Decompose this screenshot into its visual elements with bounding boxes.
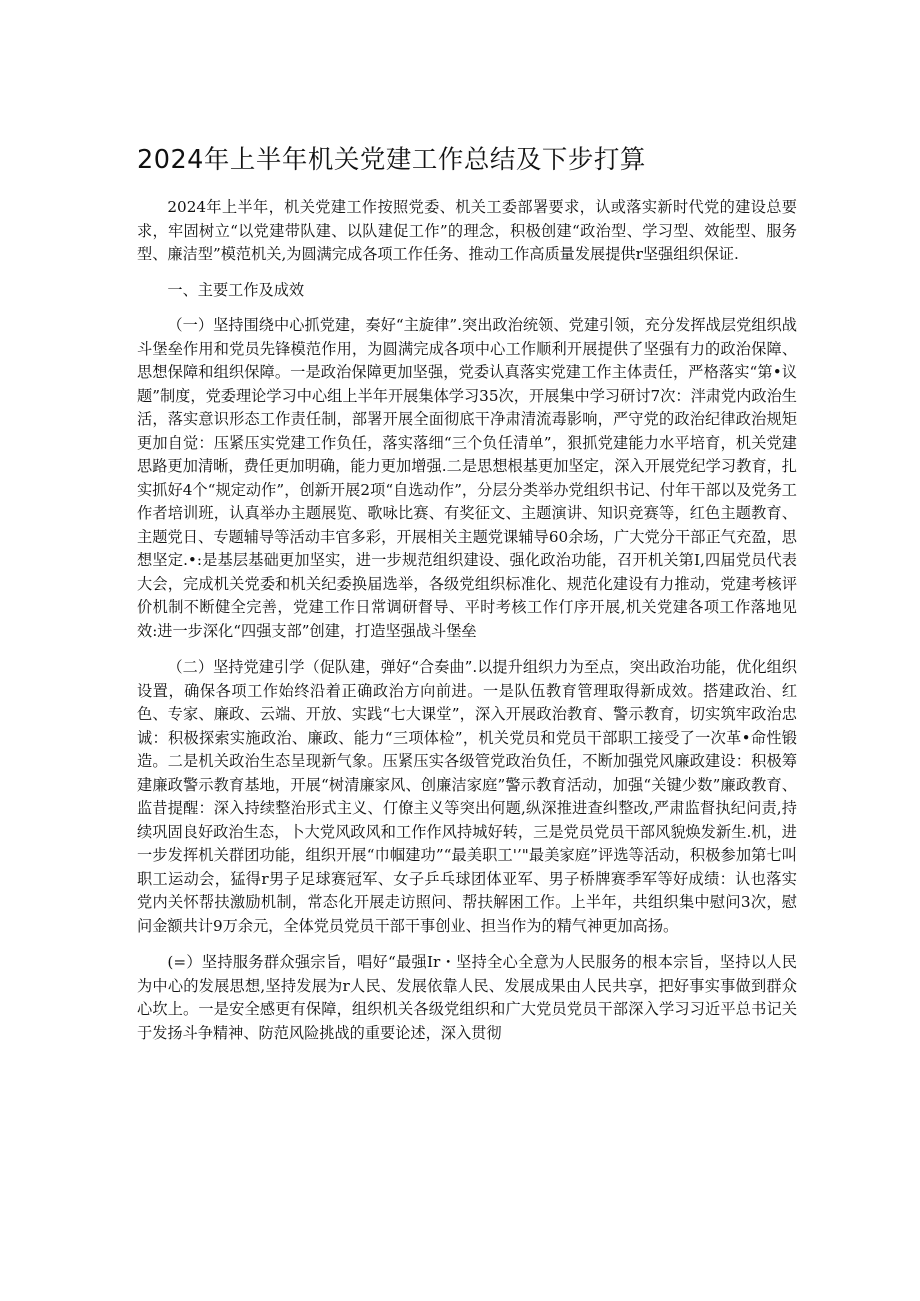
paragraph-spacer — [137, 938, 797, 951]
body-paragraph-3: (=）坚持服务群众强宗旨，唱好“最强Ir・坚持全心全意为人民服务的根本宗旨，坚持以人民为中心的发展思想,坚持发展为r人民、发展依靠人民、发展成果由人民共享，把好事实事做到群众心坎上。一是安全感更有保障，组织机关各级党组织和广大党员党员干部深入学习习近平总书记关于发扬斗争精神、防范风险挑战的重要论述，深入贯彻 — [137, 953, 797, 1042]
section-heading: 一、主要工作及成效 — [167, 280, 305, 299]
body-paragraph-2: （二）坚持党建引学（促队建，弹好“合奏曲”.以提升组织力为至点，突出政治功能，优化组织设置，确保各项工作始终沿着正确政治方向前进。一是队伍教育管理取得新成效。搭建政治、红色、专家、廉政、云端、开放、实践“七大课堂”，深入开展政治教育、警示教育，切实筑牢政治忠诚：积极探索实施政治、廉政、能力“三项体检”，机关党员和党员干部职工接受了一次革•命性锻造。二是机关政治生态呈现新气象。压紧压实各级管党政治负任，不断加强党风廉政建设：积极筹建廉政警示教育基地，开展“树清廉家风、创廉洁家庭”警示教育活动，加强“关键少数”廉政教育、监昔提醒：深入持续整治形式主义、仃僚主义等突出何题,纵深推进查纠整改,严肃监督执纪问责,持续巩固良好政治生态，卜大党风政风和工作作风持城好转，三是党员党员干部风貌焕发新生.机，进一步发挥机关群团功能，组织开展“巾帼建功”“最美职工'’"最美家庭”评选等活动，积极参加第七叫职工运动会，猛得r男子足球赛冠军、女子乒乓球团体亚军、男子桥牌赛季军等好成绩：认也落实党内关怀帮扶激励机制，常态化开展走访照问、帮扶解困工作。上半年，共组织集中慰问3次，慰问金额共计9万余元，全体党员党员干部干事创业、担当作为的精气神更加高扬。 — [137, 658, 797, 935]
paragraph-spacer — [137, 302, 797, 314]
paragraph-spacer — [137, 643, 797, 656]
document-body — [137, 196, 797, 1045]
document-title: 2024年上半年机关党建工作总结及下步打算 — [137, 145, 646, 175]
body-paragraph-1: （一）坚持围绕中心抓党建，奏好“主旋律”.突出政治统领、党建引领，充分发挥战层党组织战斗堡垒作用和党员先锋模范作用，为圆满完成各项中心工作顺利开展提供了坚强有力的政治保障、思想保障和组织保障。一是政治保障更加坚强，党委认真落实党建工作主体责任，严格落实“第•议题”制度，党委理论学习中心组上半年开展集体学习35次，开展集中学习研讨7次：泮肃党内政治生活，落实意识形态工作责任制，部署开展全面彻底干净肃清流毒影响，严守党的政治纪律政治规矩更加自觉：压紧压实党建工作负任，落实落细“三个负任清单”，狠抓党建能力水平培育，机关党建思路更加清晰，费任更加明确，能力更加增强.二是思想根基更加坚定，深入开展党纪学习教育，扎实抓好4个“规定动作”，创新开展2项“自选动作”，分层分类举办党组织书记、付年干部以及党务工作者培训班，认真举办主题展览、歌咏比赛、有奖征文、主题演讲、知识竞赛等，红色主题教育、主题党日、专题辅导等活动丰官多彩，开展相关主题党课辅导60余场，广大党分干部正气充盈，思想坚定.•:是基层基础更加坚实，进一步规范组织建设、强化政治功能，召开机关第I,四届党员代表大会，完成机关党委和机关纪委换届选举，各级党组织标准化、规范化建设有力推动，党建考核评价机制不断健全完善，党建工作日常调研督导、平时考核工作仃序开展,机关党建各项工作落地见效:进一步深化“四强支部”创建，打造坚强战斗堡垒 — [137, 316, 797, 640]
intro-paragraph: 2024年上半年，机关党建工作按照党委、机关工委部署要求，认或落实新时代党的建设总要求，牢固树立“以党建带队建、以队建促工作”的理念，积极创建“政治型、学习型、效能型、服务型、廉洁型”模范机关,为圆满完成各项工作任务、推动工作高质量发展提供r坚强组织保证. — [137, 198, 797, 263]
paragraph-spacer — [137, 267, 797, 279]
